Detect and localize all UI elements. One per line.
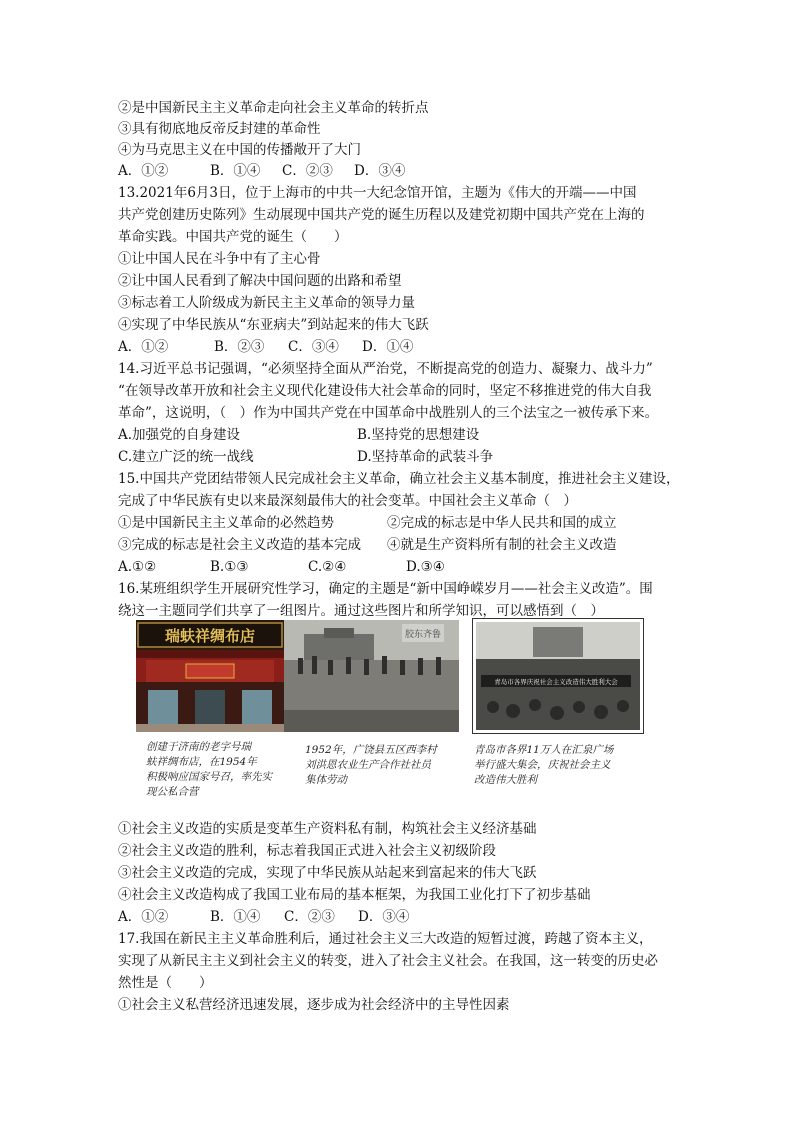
q13-item-2: ②让中国人民看到了解决中国问题的出路和希望 [118, 273, 402, 289]
q15-option-a[interactable]: A.①② [118, 559, 157, 575]
q12-item-2: ②是中国新民主主义革命走向社会主义革命的转折点 [118, 100, 429, 116]
q16-options [118, 907, 409, 927]
q16-item-3: ③社会主义改造的完成，实现了中华民族从站起来到富起来的伟大飞跃 [118, 865, 537, 881]
q13-item-3: ③标志着工人阶级成为新民主主义革命的领导力量 [118, 295, 415, 311]
q14-option-d[interactable]: D.坚持革命的武装斗争 [357, 449, 494, 465]
q15-option-b[interactable]: B.①③ [210, 559, 249, 575]
q15-item-3: ③完成的标志是社会主义改造的基本完成 [118, 537, 361, 553]
q15-item-2: ②完成的标志是中华人民共和国的成立 [387, 515, 617, 531]
q12-options [118, 161, 405, 181]
q17-stem-2: 实现了从新民主主义到社会主义的转变，进入了社会主义社会。在我国，这一转变的历史必 [118, 953, 658, 969]
caption-rally: 青岛市各界11万人在汇泉广场 举行盛大集会，庆祝社会主义 改造伟大胜利 [474, 744, 614, 786]
q12-item-4: ④为马克思主义在中国的传播敞开了大门 [118, 142, 361, 158]
shop-sign-text: 瑞蚨祥绸布店 [164, 627, 256, 645]
q16-option-a[interactable]: A．①② [118, 909, 169, 925]
q16-item-2: ②社会主义改造的胜利，标志着我国正式进入社会主义初级阶段 [118, 843, 496, 859]
storefront-image [136, 620, 284, 732]
q15-item-4: ④就是生产资料所有制的社会主义改造 [387, 537, 617, 553]
q13-item-1: ①让中国人民在斗争中有了主心骨 [118, 251, 321, 267]
q13-options [118, 337, 413, 357]
q16-option-d[interactable]: D．③④ [358, 909, 410, 925]
q15-option-c[interactable]: C.②④ [308, 559, 347, 575]
q13-option-c[interactable]: C．③④ [288, 339, 339, 355]
q15-stem-2: 完成了中华民族有史以来最深刻最伟大的社会变革。中国社会主义革命（ ） [118, 493, 577, 509]
q14-option-b[interactable]: B.坚持党的思想建设 [357, 427, 480, 443]
q15-options [118, 557, 445, 577]
rally-banner-text: 青岛市各界庆祝社会主义改造伟大胜利大会 [494, 678, 618, 686]
caption-farm: 1952年，广饶县五区西李村 刘洪恩农业生产合作社社员 集体劳动 [305, 744, 437, 786]
q13-option-a[interactable]: A．①② [118, 339, 169, 355]
q13-option-b[interactable]: B．②③ [214, 339, 265, 355]
q12-item-3: ③具有彻底地反帝反封建的革命性 [118, 121, 321, 137]
rally-image [473, 619, 643, 733]
q12-option-a[interactable]: A．①② [118, 163, 169, 179]
q17-stem-3: 然性是（ ） [118, 975, 213, 991]
q16-item-4: ④社会主义改造构成了我国工业布局的基本框架，为我国工业化打下了初步基础 [118, 887, 591, 903]
q16-option-b[interactable]: B．①④ [210, 909, 261, 925]
q14-stem-3: 革命”，这说明，（ ）作为中国共产党在中国革命中战胜别人的三个法宝之一被传承下来。 [118, 405, 659, 421]
q12-option-d[interactable]: D．③④ [354, 163, 406, 179]
q17-item-1: ①社会主义私营经济迅速发展，逐步成为社会经济中的主导性因素 [118, 997, 510, 1013]
q12-option-b[interactable]: B．①④ [210, 163, 261, 179]
q12-option-c[interactable]: C．②③ [282, 163, 333, 179]
q13-option-d[interactable]: D．①④ [362, 339, 414, 355]
q14-option-a[interactable]: A.加强党的自身建设 [118, 427, 241, 443]
q14-stem-2: “在领导改革开放和社会主义现代化建设伟大社会革命的同时，坚定不移推进党的伟大自我 [118, 383, 652, 399]
caption-storefront: 创建于济南的老字号瑞 蚨祥绸布店，在1954年 积极响应国家号召，率先实 现公私合营 [146, 741, 272, 798]
q14-stem-1: 14.习近平总书记强调，“必须坚持全面从严治党，不断提高党的创造力、凝聚力、战斗力” [118, 361, 653, 377]
q13-stem-2: 共产党创建历史陈列》生动展现中国共产党的诞生历程以及建党初期中国共产党在上海的 [118, 207, 645, 223]
photo-rally [472, 618, 644, 734]
photo-farm-collective [284, 620, 459, 732]
q16-stem-2: 绕这一主题同学们共享了一组图片。通过这些图片和所学知识，可以感悟到（ ） [118, 603, 604, 619]
q15-stem-1: 15.中国共产党团结带领人民完成社会主义革命，确立社会主义基本制度，推进社会主义建设， [118, 471, 680, 487]
q16-option-c[interactable]: C．②③ [284, 909, 335, 925]
q13-stem-1: 13.2021年6月3日，位于上海市的中共一大纪念馆开馆，主题为《伟大的开端——中国 [118, 185, 637, 201]
q13-item-4: ④实现了中华民族从“东亚病夫”到站起来的伟大飞跃 [118, 317, 429, 333]
farm-image [284, 620, 459, 732]
q13-stem-3: 革命实践。中国共产党的诞生（ ） [118, 229, 348, 245]
q14-option-c[interactable]: C.建立广泛的统一战线 [118, 449, 254, 465]
q15-item-1: ①是中国新民主主义革命的必然趋势 [118, 515, 334, 531]
photo-storefront [136, 620, 284, 732]
q17-stem-1: 17.我国在新民主主义革命胜利后，通过社会主义三大改造的短暂过渡，跨越了资本主义， [118, 931, 653, 947]
q15-option-d[interactable]: D.③④ [406, 559, 445, 575]
q16-stem-1: 16.某班组织学生开展研究性学习，确定的主题是“新中国峥嵘岁月——社会主义改造”。围 [118, 581, 653, 597]
watermark-text: 胶东齐鲁 [404, 630, 442, 640]
q16-item-1: ①社会主义改造的实质是变革生产资料私有制，构筑社会主义经济基础 [118, 821, 537, 837]
